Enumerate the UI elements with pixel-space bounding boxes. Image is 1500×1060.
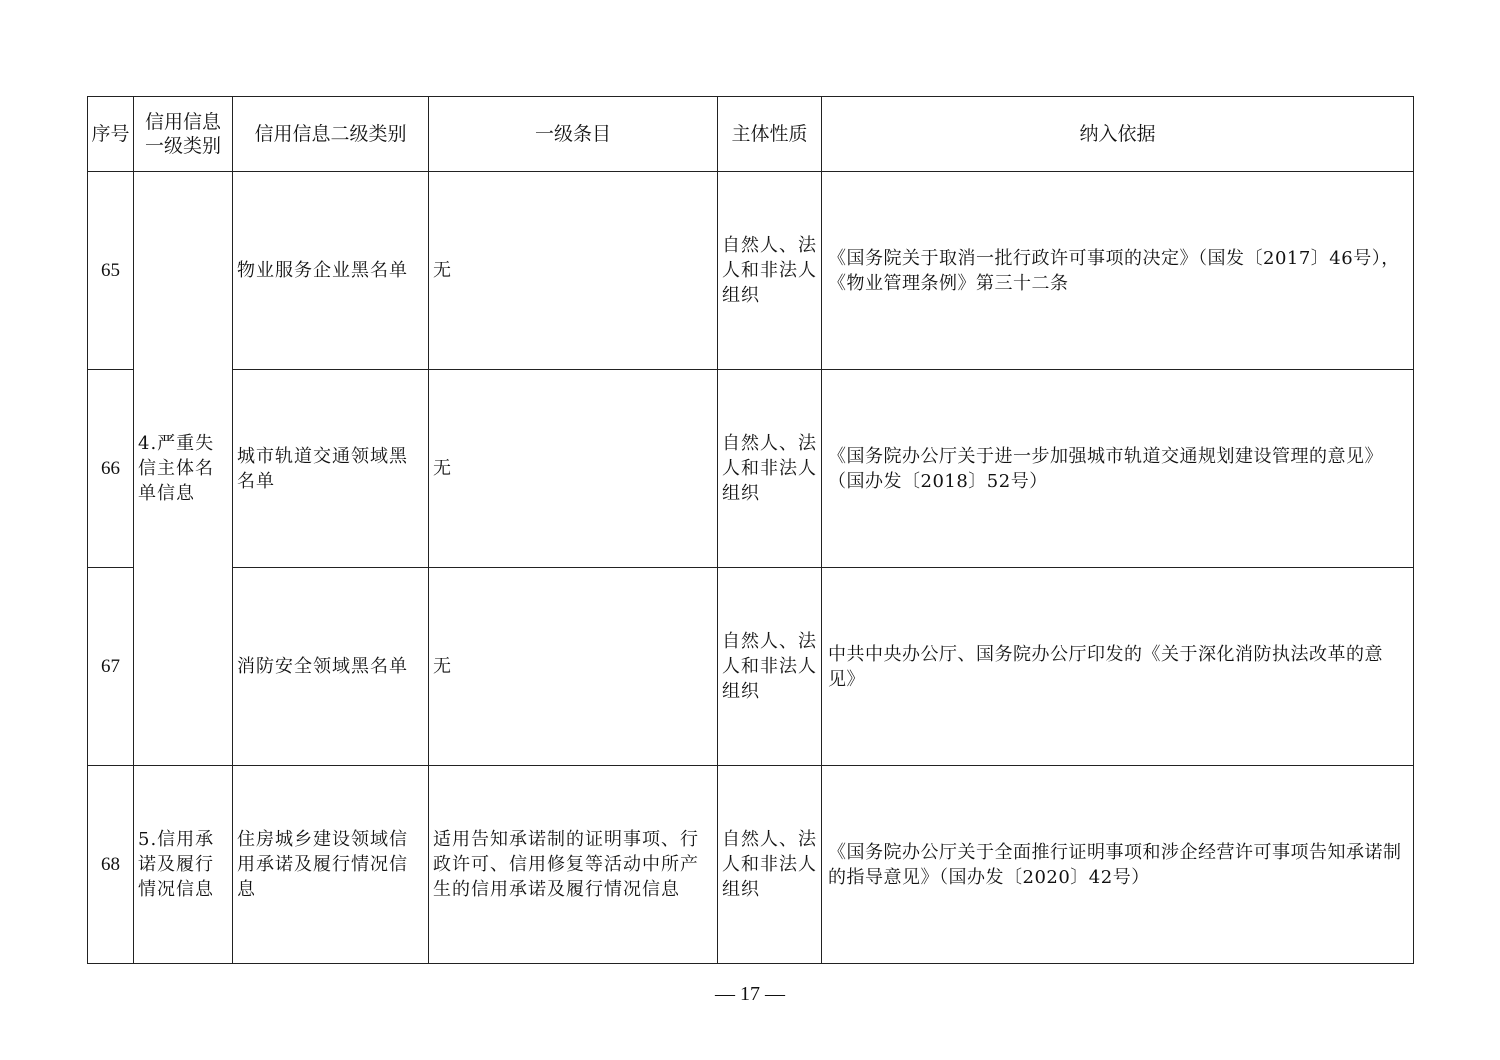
header-subject-nature: 主体性质 <box>718 97 822 172</box>
table-row <box>88 172 1414 370</box>
row-seq: 65 <box>88 172 134 370</box>
row-subject-nature: 自然人、法人和非法人组织 <box>718 172 822 370</box>
row-level2-category: 城市轨道交通领域黑名单 <box>233 370 429 568</box>
header-level1-category: 信用信息一级类别 <box>134 97 233 172</box>
page-number: — 17 — <box>715 983 785 1005</box>
row-basis: 中共中央办公厅、国务院办公厅印发的《关于深化消防执法改革的意见》 <box>822 568 1414 766</box>
row-basis: 《国务院办公厅关于全面推行证明事项和涉企经营许可事项告知承诺制的指导意见》（国办发〔2020〕42号） <box>822 766 1414 964</box>
row-level2-category: 物业服务企业黑名单 <box>233 172 429 370</box>
row-level1-item: 适用告知承诺制的证明事项、行政许可、信用修复等活动中所产生的信用承诺及履行情况信息 <box>429 766 718 964</box>
row-seq: 67 <box>88 568 134 766</box>
row-level2-category: 住房城乡建设领域信用承诺及履行情况信息 <box>233 766 429 964</box>
table-row <box>88 766 1414 964</box>
row-basis: 《国务院关于取消一批行政许可事项的决定》（国发〔2017〕46号），《物业管理条例》第三十二条 <box>822 172 1414 370</box>
header-seq: 序号 <box>88 97 134 172</box>
header-level1-item: 一级条目 <box>429 97 718 172</box>
credit-info-table <box>87 96 1414 964</box>
group-category: 4.严重失信主体名单信息 <box>134 172 233 766</box>
row-basis: 《国务院办公厅关于进一步加强城市轨道交通规划建设管理的意见》（国办发〔2018〕52号） <box>822 370 1414 568</box>
row-level1-item: 无 <box>429 172 718 370</box>
row-seq: 66 <box>88 370 134 568</box>
row-subject-nature: 自然人、法人和非法人组织 <box>718 370 822 568</box>
row-seq: 68 <box>88 766 134 964</box>
table-row <box>88 370 1414 568</box>
row-level1-item: 无 <box>429 370 718 568</box>
row-subject-nature: 自然人、法人和非法人组织 <box>718 766 822 964</box>
table-row <box>88 568 1414 766</box>
row-level2-category: 消防安全领域黑名单 <box>233 568 429 766</box>
credit-info-table-container <box>87 96 1413 964</box>
row-level1-item: 无 <box>429 568 718 766</box>
row-subject-nature: 自然人、法人和非法人组织 <box>718 568 822 766</box>
header-level2-category: 信用信息二级类别 <box>233 97 429 172</box>
table-header-row <box>88 97 1414 172</box>
group-category: 5.信用承诺及履行情况信息 <box>134 766 233 964</box>
header-basis: 纳入依据 <box>822 97 1414 172</box>
